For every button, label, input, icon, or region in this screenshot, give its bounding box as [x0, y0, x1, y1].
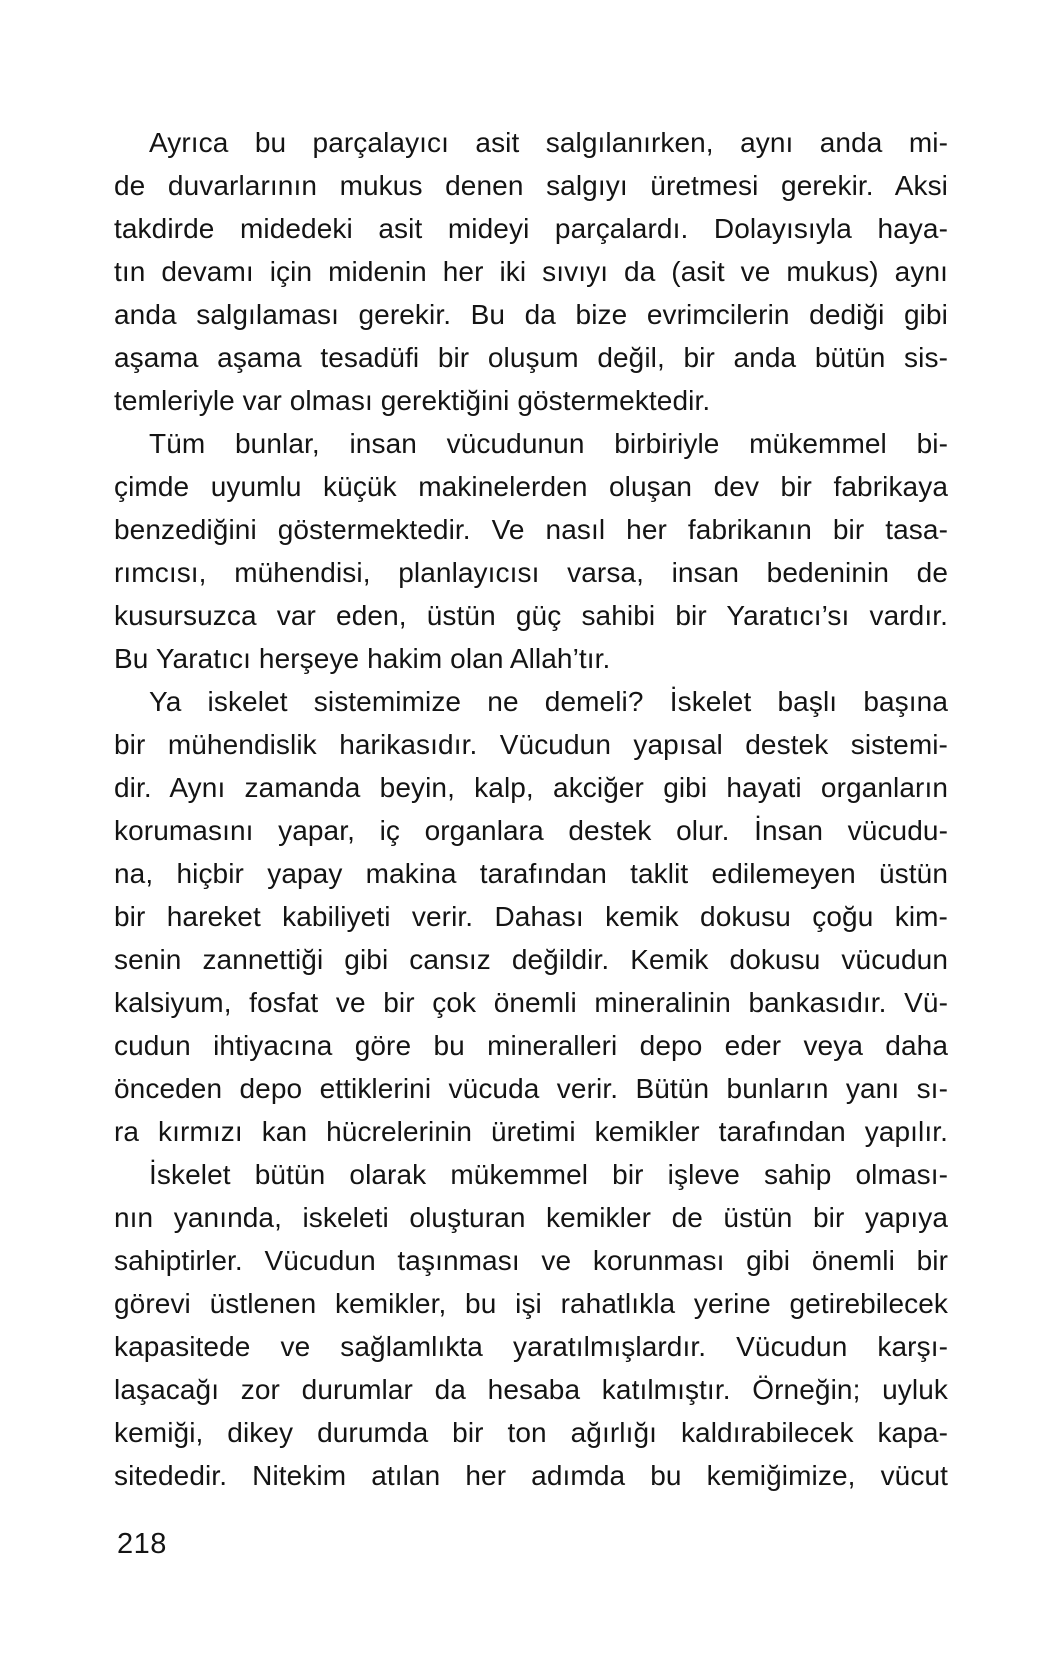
- text-line: senin zannettiği gibi cansız değildir. Kemik dokusu vücudun: [114, 944, 948, 975]
- text-line: korumasını yapar, iç organlara destek olur. İnsan vücudu-: [114, 815, 948, 846]
- text-line: Tüm bunlar, insan vücudunun birbiriyle mükemmel bi-: [149, 428, 948, 459]
- text-block: [114, 121, 948, 1497]
- text-line: benzediğini göstermektedir. Ve nasıl her fabrikanın bir tasa-: [114, 514, 948, 545]
- text-line: cudun ihtiyacına göre bu mineralleri depo eder veya daha: [114, 1030, 948, 1061]
- text-line: Ya iskelet sistemimize ne demeli? İskelet başlı başına: [149, 686, 948, 717]
- text-line: temleriyle var olması gerektiğini göstermektedir.: [114, 385, 711, 416]
- text-line: tın devamı için midenin her iki sıvıyı da (asit ve mukus) aynı: [114, 256, 948, 287]
- text-line: bir hareket kabiliyeti verir. Dahası kemik dokusu çoğu kim-: [114, 901, 948, 932]
- text-line: nın yanında, iskeleti oluşturan kemikler de üstün bir yapıya: [114, 1202, 948, 1233]
- text-line: sahiptirler. Vücudun taşınması ve korunması gibi önemli bir: [114, 1245, 948, 1276]
- text-line: takdirde midedeki asit mideyi parçalardı. Dolayısıyla haya-: [114, 213, 948, 244]
- text-line: kemiği, dikey durumda bir ton ağırlığı kaldırabilecek kapa-: [114, 1417, 948, 1448]
- text-line: na, hiçbir yapay makina tarafından taklit edilemeyen üstün: [114, 858, 948, 889]
- text-line: çimde uyumlu küçük makinelerden oluşan dev bir fabrikaya: [114, 471, 948, 502]
- text-line: bir mühendislik harikasıdır. Vücudun yapısal destek sistemi-: [114, 729, 948, 760]
- text-line: anda salgılaması gerekir. Bu da bize evrimcilerin dediği gibi: [114, 299, 948, 330]
- text-line: kusursuzca var eden, üstün güç sahibi bir Yaratıcı’sı vardır.: [114, 600, 948, 631]
- text-line: rımcısı, mühendisi, planlayıcısı varsa, insan bedeninin de: [114, 557, 948, 588]
- text-line: kalsiyum, fosfat ve bir çok önemli mineralinin bankasıdır. Vü-: [114, 987, 948, 1018]
- text-line: sitededir. Nitekim atılan her adımda bu kemiğimize, vücut: [114, 1460, 948, 1491]
- paragraph: [114, 121, 948, 422]
- paragraph: [114, 680, 948, 1153]
- text-line: ra kırmızı kan hücrelerinin üretimi kemikler tarafından yapılır.: [114, 1116, 948, 1147]
- text-line: görevi üstlenen kemikler, bu işi rahatlıkla yerine getirebilecek: [114, 1288, 948, 1319]
- text-line: önceden depo ettiklerini vücuda verir. Bütün bunların yanı sı-: [114, 1073, 948, 1104]
- text-line: kapasitede ve sağlamlıkta yaratılmışlardır. Vücudun karşı-: [114, 1331, 948, 1362]
- text-line: Ayrıca bu parçalayıcı asit salgılanırken, aynı anda mi-: [149, 127, 948, 158]
- text-line: de duvarlarının mukus denen salgıyı üretmesi gerekir. Aksi: [114, 170, 948, 201]
- text-line: laşacağı zor durumlar da hesaba katılmıştır. Örneğin; uyluk: [114, 1374, 948, 1405]
- paragraph: [114, 422, 948, 680]
- page-number: 218: [117, 1528, 167, 1560]
- text-line: aşama aşama tesadüfi bir oluşum değil, bir anda bütün sis-: [114, 342, 948, 373]
- text-line: dir. Aynı zamanda beyin, kalp, akciğer gibi hayati organların: [114, 772, 948, 803]
- text-line: Bu Yaratıcı herşeye hakim olan Allah’tır.: [114, 643, 611, 674]
- text-line: İskelet bütün olarak mükemmel bir işleve sahip olması-: [149, 1159, 948, 1190]
- paragraph: [114, 1153, 948, 1497]
